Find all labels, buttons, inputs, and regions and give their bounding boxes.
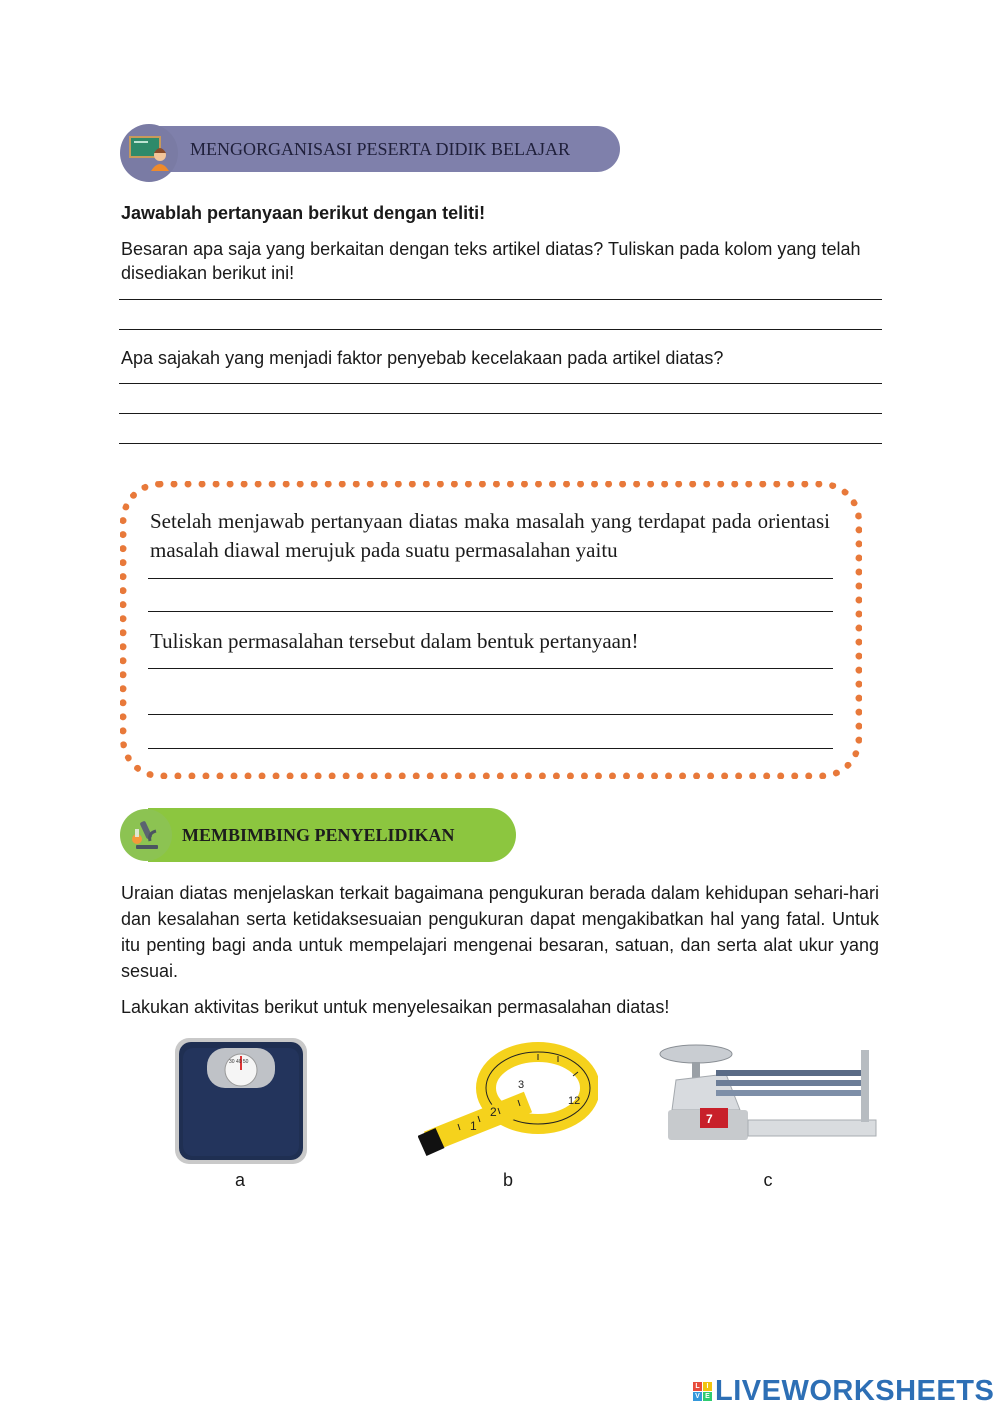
svg-text:12: 12 [568, 1095, 581, 1107]
problem-answer-line-1[interactable] [148, 578, 833, 579]
bathroom-scale-icon [173, 1036, 309, 1171]
logo-text: LIVEWORKSHEETS [715, 1375, 995, 1407]
question-1: Besaran apa saja yang berkaitan dengan teks artikel diatas? Tuliskan pada kolom yang telah disediakan berikut ini! [121, 239, 861, 283]
answer-line-2[interactable] [119, 329, 882, 330]
answer-line-1[interactable] [119, 299, 882, 300]
teacher-icon [120, 124, 178, 182]
question-answer-line-2[interactable] [148, 714, 833, 715]
banner-pill [150, 126, 620, 172]
measuring-tape-icon [418, 1032, 598, 1165]
investigation-paragraph: Uraian diatas menjelaskan terkait bagaimana pengukuran berada dalam kehidupan sehari-hari dan kesalahan serta ketidaksesuaian pengukuran dapat mengakibatkan hal yang fatal. Untuk itu penting bagi anda untuk mempelajari mengenai besaran, satuan, dan serta alat ukur yang sesuai. [121, 883, 879, 981]
logo-grid-icon: L I V E [693, 1382, 712, 1401]
instruction: Jawablah pertanyaan berikut dengan teliti! [121, 203, 486, 223]
banner-pill [148, 808, 516, 862]
question-answer-line-1[interactable] [148, 668, 833, 669]
svg-text:7: 7 [706, 1112, 713, 1126]
section-banner-investigation [120, 806, 520, 864]
banner-title: MENGORGANISASI PESERTA DIDIK BELAJAR [190, 138, 570, 159]
question-2: Apa sajakah yang menjadi faktor penyebab kecelakaan pada artikel diatas? [121, 348, 724, 368]
banner-title: MEMBIMBING PENYELIDIKAN [182, 824, 455, 845]
triple-beam-balance-icon [656, 1040, 880, 1149]
section-banner-organize [120, 126, 620, 186]
problem-answer-line-2[interactable] [148, 611, 833, 612]
answer-line-3[interactable] [119, 383, 882, 384]
svg-text:30 40 50: 30 40 50 [229, 1059, 249, 1065]
tool-a-label: a [234, 1170, 245, 1190]
svg-text:2: 2 [490, 1105, 497, 1119]
tool-c-label: c [763, 1170, 773, 1190]
problem-prompt: Tuliskan permasalahan tersebut dalam bentuk pertanyaan! [150, 629, 639, 653]
question-answer-line-3[interactable] [148, 748, 833, 749]
microscope-icon [120, 809, 172, 861]
answer-line-4[interactable] [119, 413, 882, 414]
svg-text:1: 1 [470, 1119, 477, 1133]
activity-instruction: Lakukan aktivitas berikut untuk menyelesaikan permasalahan diatas! [121, 997, 670, 1017]
svg-text:3: 3 [518, 1079, 525, 1091]
tool-b-label: b [502, 1170, 513, 1190]
answer-line-5[interactable] [119, 443, 882, 444]
problem-statement: Setelah menjawab pertanyaan diatas maka masalah yang terdapat pada orientasi masalah diawal merujuk pada suatu permasalahan yaitu [150, 509, 830, 562]
liveworksheets-logo [693, 1375, 994, 1408]
